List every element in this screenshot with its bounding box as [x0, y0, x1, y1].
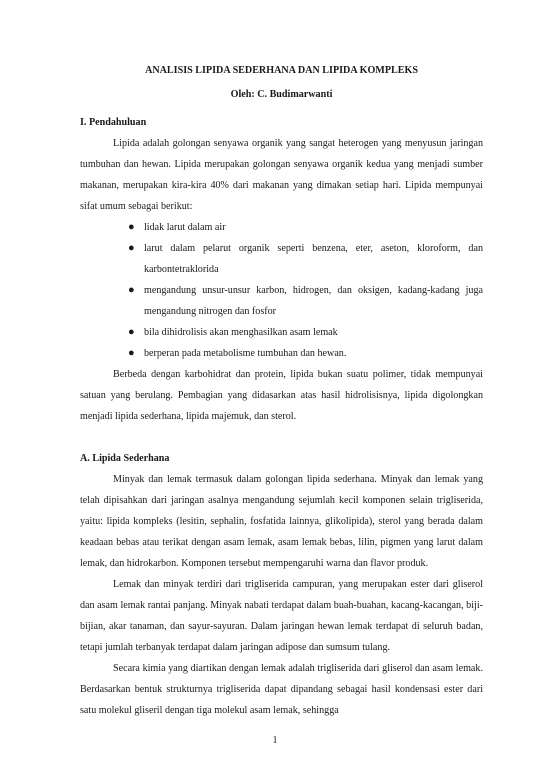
document-author: Oleh: C. Budimarwanti — [230, 89, 333, 100]
list-item: ● lidak larut dalam air — [128, 217, 483, 238]
list-item: ● mengandung unsur-unsur karbon, hidrogen, dan oksigen, kadang-kadang juga mengandung nitrogen dan fosfor — [128, 280, 483, 322]
list-item: ● larut dalam pelarut organik seperti benzena, eter, aseton, kloroform, dan karbontetraklorida — [128, 238, 483, 280]
section-heading-pendahuluan: I. Pendahuluan — [80, 117, 147, 128]
page-number: 1 — [272, 735, 278, 746]
bullet-icon: ● — [128, 221, 135, 233]
closing-paragraph: Berbeda dengan karbohidrat dan protein, lipida bukan suatu polimer, tidak mempunyai satuan yang berulang. Pembagian yang didasarkan atas hasil hidrolisisnya, lipida digolongkan menjadi lipida sederhana, lipida majemuk, dan sterol. — [80, 369, 483, 422]
bullet-icon: ● — [128, 326, 135, 338]
list-item: ● berperan pada metabolisme tumbuhan dan hewan. — [128, 343, 483, 364]
paragraph: Minyak dan lemak termasuk dalam golongan lipida sederhana. Minyak dan lemak yang telah dipisahkan dari jaringan asalnya mengandung sejumlah kecil komponen selain trigliserida, yaitu: lipida kompleks (lesitin, sephalin, fosfatida lainnya, glikolipida), sterol yang berada dalam keadaan bebas atau terikat dengan asam lemak, asam lemak bebas, lilin, pigmen yang larut dalam lemak, dan hidrokarbon. Komponen tersebut mempengaruhi warna dan flavor produk. — [80, 474, 483, 569]
list-item: ● bila dihidrolisis akan menghasilkan asam lemak — [128, 322, 483, 343]
bullet-icon: ● — [128, 284, 135, 296]
section-heading-lipida-sederhana: A. Lipida Sederhana — [80, 453, 170, 464]
properties-list — [80, 217, 483, 364]
intro-paragraph: Lipida adalah golongan senyawa organik yang sangat heterogen yang menyusun jaringan tumbuhan dan hewan. Lipida merupakan golongan senyawa organik kedua yang menjadi sumber makanan, merupakan kira-kira 40% dari makanan yang dimakan setiap hari. Lipida mempunyai sifat umum sebagai berikut: — [80, 138, 483, 212]
document-title: ANALISIS LIPIDA SEDERHANA DAN LIPIDA KOMPLEKS — [145, 65, 418, 76]
bullet-icon: ● — [128, 242, 135, 254]
bullet-icon: ● — [128, 347, 135, 359]
paragraph: Secara kimia yang diartikan dengan lemak adalah trigliserida dari gliserol dan asam lemak. Berdasarkan bentuk strukturnya trigliserida dapat dipandang sebagai hasil kondensasi ester dari satu molekul gliseril dengan tiga molekul asam lemak, sehingga — [80, 663, 483, 716]
paragraph: Lemak dan minyak terdiri dari trigliserida campuran, yang merupakan ester dari gliserol dan asam lemak rantai panjang. Minyak nabati terdapat dalam buah-buahan, kacang-kacangan, biji-bijian, akar tanaman, dan sayur-sayuran. Dalam jaringan hewan lemak terdapat di seluruh badan, tetapi jumlah terbanyak terdapat dalam jaringan adipose dan sumsum tulang. — [80, 579, 483, 653]
document-page — [80, 64, 483, 721]
